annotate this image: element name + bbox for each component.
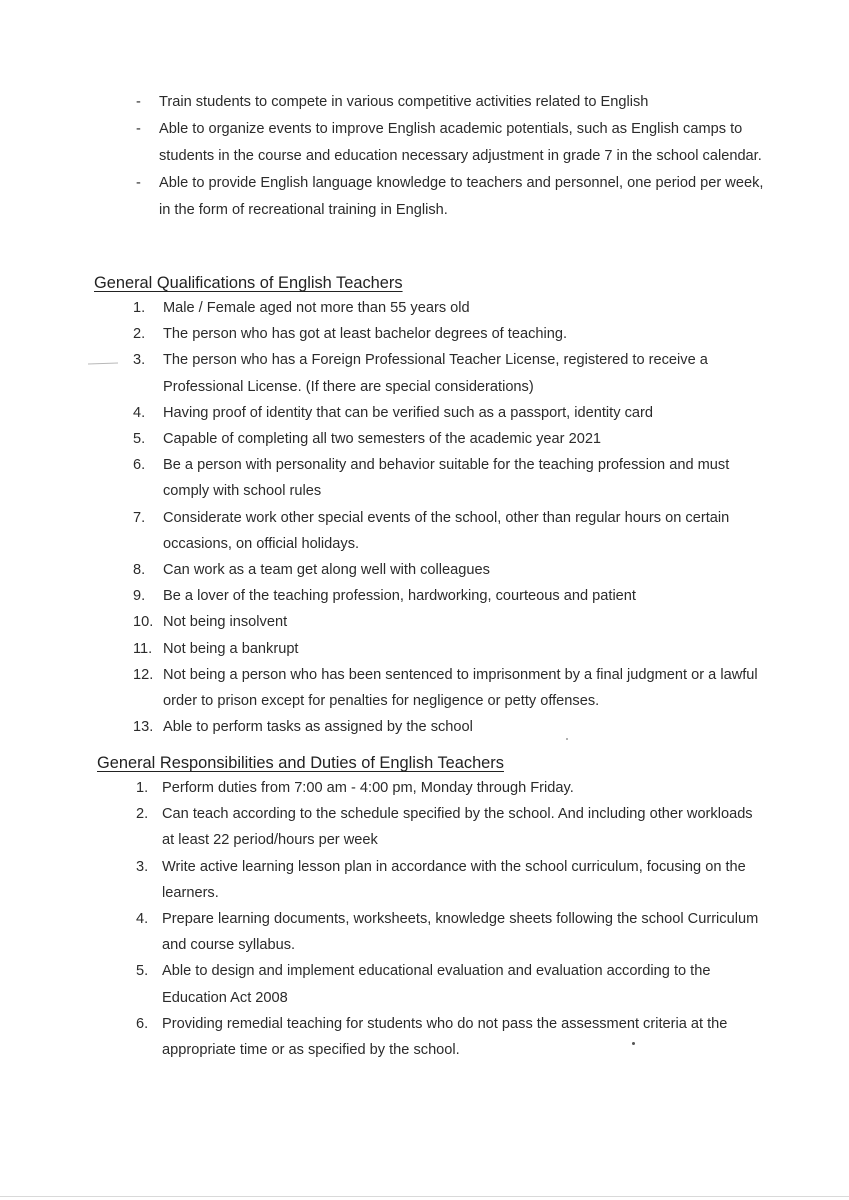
list-item	[133, 662, 776, 714]
list-item	[133, 505, 776, 557]
list-item	[136, 89, 776, 116]
list-item-number: 6.	[136, 1015, 149, 1032]
list-item	[136, 1011, 761, 1063]
bullet-marker: -	[136, 94, 141, 110]
list-item	[133, 426, 776, 452]
list-item	[133, 400, 776, 426]
list-item-text: Not being a person who has been sentenced to imprisonment by a final judgment or a lawful order to prison except for penalties for negligence or petty offenses.	[163, 666, 758, 710]
list-item-number: 12.	[133, 666, 154, 683]
responsibilities-heading: General Responsibilities and Duties of English Teachers	[97, 754, 504, 772]
bullet-marker: -	[136, 175, 141, 191]
list-item	[133, 583, 776, 609]
list-item	[133, 452, 776, 504]
list-item	[133, 347, 776, 399]
list-item	[136, 958, 761, 1010]
list-item-text: Not being a bankrupt	[163, 640, 299, 657]
list-item-number: 7.	[133, 509, 146, 526]
list-item-text: Can teach according to the schedule specified by the school. And including other workloads at least 22 period/hours per week	[162, 806, 753, 849]
list-item	[136, 854, 761, 906]
list-item	[133, 321, 776, 347]
list-item	[133, 557, 776, 583]
list-item-number: 1.	[136, 780, 149, 796]
list-item-number: 6.	[133, 457, 146, 474]
list-item-number: 9.	[133, 588, 146, 605]
list-item-number: 4.	[136, 911, 149, 928]
list-item-text: Write active learning lesson plan in accordance with the school curriculum, focusing on the learners.	[162, 858, 746, 901]
list-item	[136, 170, 776, 224]
list-item-number: 13.	[133, 719, 154, 736]
list-item-text: Able to perform tasks as assigned by the school	[163, 719, 473, 736]
list-item-number: 4.	[133, 404, 146, 421]
list-item-number: 5.	[136, 963, 149, 980]
list-item-text: Able to design and implement educational evaluation and evaluation according to the Education Act 2008	[162, 963, 711, 1006]
list-item-number: 3.	[136, 858, 149, 875]
list-item-text: Male / Female aged not more than 55 years old	[163, 300, 470, 316]
qualifications-list	[133, 295, 776, 740]
list-item-number: 3.	[133, 352, 146, 369]
list-item-text: Not being insolvent	[163, 614, 288, 631]
list-item-text: Be a lover of the teaching profession, hardworking, courteous and patient	[163, 588, 636, 605]
list-item-text: Having proof of identity that can be verified such as a passport, identity card	[163, 404, 653, 421]
list-item	[136, 775, 761, 801]
list-item-text: Providing remedial teaching for students who do not pass the assessment criteria at the appropriate time or as specified by the school.	[162, 1015, 728, 1059]
list-item	[133, 609, 776, 635]
list-item-text: The person who has got at least bachelor degrees of teaching.	[163, 326, 568, 343]
scan-artifact-mark	[88, 362, 118, 365]
list-item-number: 8.	[133, 562, 146, 579]
list-item-number: 10.	[133, 614, 154, 631]
list-item-text: Capable of completing all two semesters of the academic year 2021	[163, 431, 602, 448]
list-item	[133, 295, 776, 321]
list-item-number: 5.	[133, 431, 146, 448]
list-item-number: 2.	[133, 326, 146, 343]
scan-speck	[632, 1042, 635, 1045]
list-item	[136, 906, 761, 958]
list-item-text: Be a person with personality and behavior suitable for the teaching profession and must comply with school rules	[163, 457, 730, 500]
list-item-number: 1.	[133, 300, 146, 316]
list-item-text: Able to provide English language knowledge to teachers and personnel, one period per week, in the form of recreational training in English.	[159, 175, 764, 218]
qualifications-heading: General Qualifications of English Teachers	[94, 274, 403, 292]
list-item	[136, 801, 761, 853]
list-item-number: 11.	[133, 640, 153, 657]
page-bottom-edge	[0, 1196, 849, 1197]
responsibilities-list	[136, 775, 761, 1063]
scan-speck	[566, 738, 568, 740]
list-item	[133, 714, 776, 740]
intro-bullet-list	[136, 89, 776, 224]
list-item-text: Prepare learning documents, worksheets, knowledge sheets following the school Curriculum and course syllabus.	[162, 911, 759, 954]
list-item	[133, 636, 776, 662]
bullet-marker: -	[136, 121, 141, 137]
list-item-text: Able to organize events to improve English academic potentials, such as English camps to students in the course and education necessary adjustment in grade 7 in the school calendar.	[159, 121, 762, 164]
list-item-text: The person who has a Foreign Professional Teacher License, registered to receive a Professional License. (If there are special considerations)	[163, 352, 708, 395]
list-item-text: Train students to compete in various competitive activities related to English	[159, 94, 649, 110]
list-item-text: Perform duties from 7:00 am - 4:00 pm, Monday through Friday.	[162, 780, 574, 796]
list-item-text: Considerate work other special events of the school, other than regular hours on certain occasions, on official holidays.	[163, 509, 730, 552]
list-item-number: 2.	[136, 806, 149, 823]
list-item	[136, 116, 776, 170]
list-item-text: Can work as a team get along well with colleagues	[163, 562, 490, 579]
